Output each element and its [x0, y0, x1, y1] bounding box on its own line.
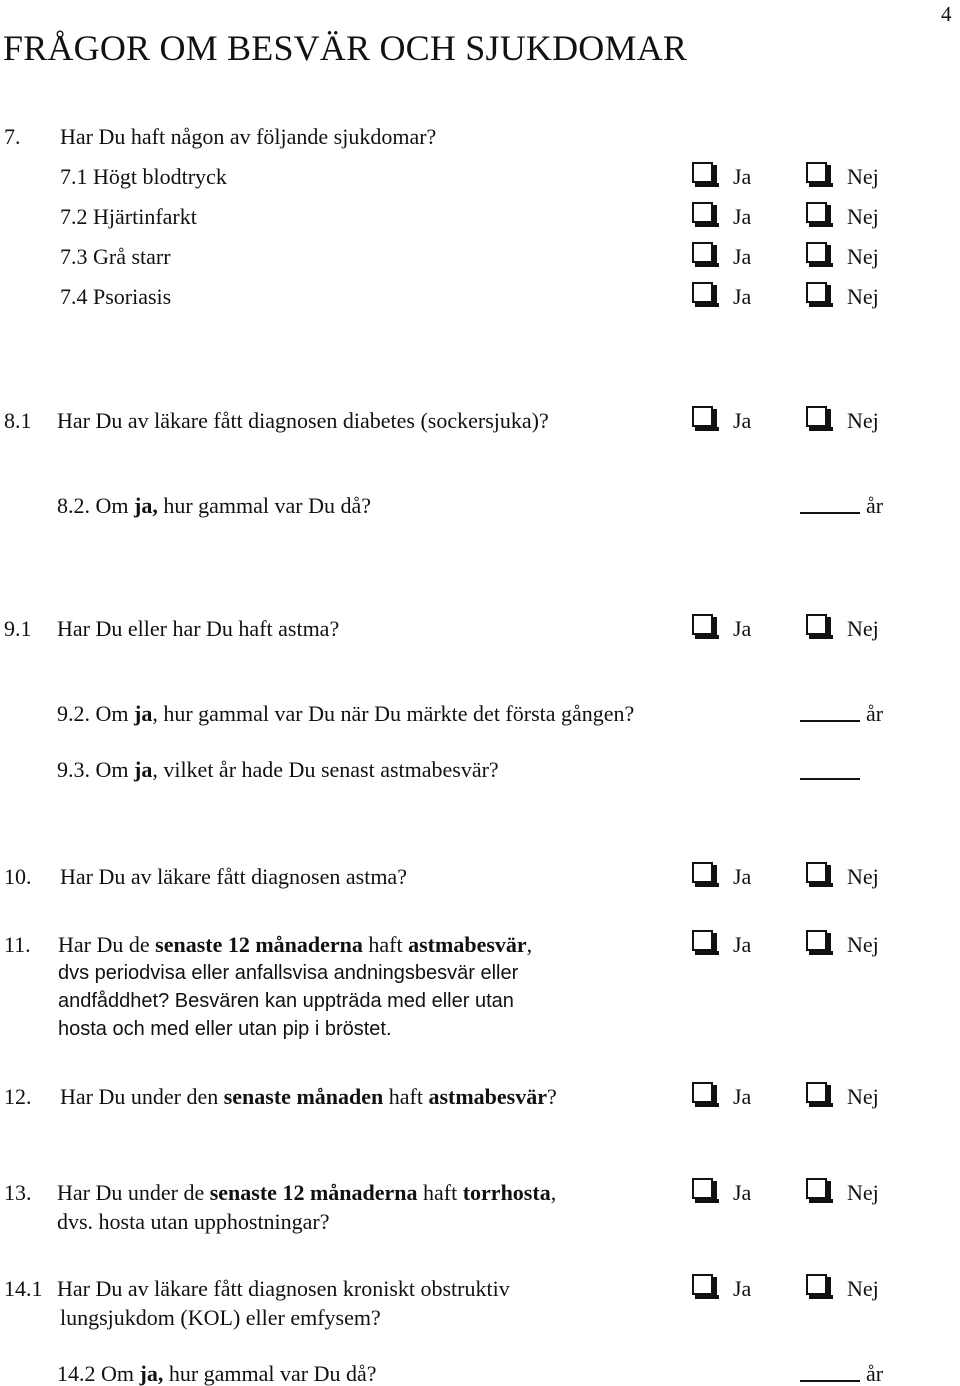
q13-yes-checkbox[interactable] — [692, 1178, 713, 1199]
q7-2-yes-label: Ja — [733, 204, 752, 229]
q8-1-yes-label: Ja — [733, 408, 752, 433]
q9-2-age-blank[interactable] — [800, 720, 860, 722]
q13-text-line2: dvs. hosta utan upphostningar? — [57, 1209, 330, 1234]
q11-yes-checkbox[interactable] — [692, 930, 713, 951]
q8-1-no-label: Nej — [847, 408, 879, 433]
q14-1-text-line2: lungsjukdom (KOL) eller emfysem? — [60, 1305, 381, 1330]
q7-2-yes-checkbox[interactable] — [692, 202, 713, 223]
q8-2-text: 8.2. Om ja, hur gammal var Du då? — [57, 493, 372, 518]
q11-text-line2: dvs periodvisa eller anfallsvisa andningsbesvär eller — [58, 962, 519, 984]
q9-1-no-checkbox[interactable] — [806, 614, 827, 635]
q12-yes-checkbox[interactable] — [692, 1082, 713, 1103]
q9-1-text: Har Du eller har Du haft astma? — [57, 616, 340, 641]
q10-no-checkbox[interactable] — [806, 862, 827, 883]
q11-text: Har Du de senaste 12 månaderna haft astmabesvär, — [58, 932, 533, 957]
q9-1-yes-checkbox[interactable] — [692, 614, 713, 635]
q8-2-age-blank[interactable] — [800, 512, 860, 514]
q7-4-no-label: Nej — [847, 284, 879, 309]
q7-1-yes-checkbox[interactable] — [692, 162, 713, 183]
q13-no-checkbox[interactable] — [806, 1178, 827, 1199]
q9-3-year-blank[interactable] — [800, 778, 860, 780]
q14-1-no-label: Nej — [847, 1276, 879, 1301]
q7-1-no-checkbox[interactable] — [806, 162, 827, 183]
page-title: FRÅGOR OM BESVÄR OCH SJUKDOMAR — [3, 28, 688, 68]
q13-yes-label: Ja — [733, 1180, 752, 1205]
q11-number: 11. — [4, 932, 31, 957]
q7-4-yes-checkbox[interactable] — [692, 282, 713, 303]
q13-number: 13. — [4, 1180, 32, 1205]
q7-number: 7. — [4, 124, 21, 149]
q12-text: Har Du under den senaste månaden haft astmabesvär? — [60, 1084, 557, 1109]
q12-yes-label: Ja — [733, 1084, 752, 1109]
q9-2-text: 9.2. Om ja, hur gammal var Du när Du märkte det första gången? — [57, 701, 635, 726]
q10-yes-label: Ja — [733, 864, 752, 889]
q10-number: 10. — [4, 864, 32, 889]
q11-no-checkbox[interactable] — [806, 930, 827, 951]
q13-no-label: Nej — [847, 1180, 879, 1205]
q14-2-text: 14.2 Om ja, hur gammal var Du då? — [57, 1361, 377, 1386]
q13-text: Har Du under de senaste 12 månaderna haft torrhosta, — [57, 1180, 557, 1205]
q7-1-no-label: Nej — [847, 164, 879, 189]
q7-2-no-checkbox[interactable] — [806, 202, 827, 223]
q10-no-label: Nej — [847, 864, 879, 889]
q7-3-no-checkbox[interactable] — [806, 242, 827, 263]
q9-1-number: 9.1 — [4, 616, 32, 641]
q10-text: Har Du av läkare fått diagnosen astma? — [60, 864, 407, 889]
q7-3-yes-checkbox[interactable] — [692, 242, 713, 263]
q7-1-label: 7.1 Högt blodtryck — [60, 164, 227, 189]
q14-1-no-checkbox[interactable] — [806, 1274, 827, 1295]
q8-2-year-unit: år — [866, 493, 884, 518]
q8-1-text: Har Du av läkare fått diagnosen diabetes (sockersjuka)? — [57, 408, 549, 433]
q7-3-no-label: Nej — [847, 244, 879, 269]
q14-1-yes-label: Ja — [733, 1276, 752, 1301]
q8-1-number: 8.1 — [4, 408, 32, 433]
q10-yes-checkbox[interactable] — [692, 862, 713, 883]
q12-number: 12. — [4, 1084, 32, 1109]
q7-4-label: 7.4 Psoriasis — [60, 284, 172, 309]
q14-1-yes-checkbox[interactable] — [692, 1274, 713, 1295]
q7-3-label: 7.3 Grå starr — [60, 244, 171, 269]
q7-text: Har Du haft någon av följande sjukdomar? — [60, 124, 437, 149]
q11-text-line4: hosta och med eller utan pip i bröstet. — [58, 1018, 392, 1040]
q14-1-text: Har Du av läkare fått diagnosen kroniskt obstruktiv — [57, 1276, 510, 1301]
q7-4-no-checkbox[interactable] — [806, 282, 827, 303]
q12-no-checkbox[interactable] — [806, 1082, 827, 1103]
q9-3-text: 9.3. Om ja, vilket år hade Du senast astmabesvär? — [57, 757, 499, 782]
q9-1-no-label: Nej — [847, 616, 879, 641]
q9-2-year-unit: år — [866, 701, 884, 726]
q11-text-line3: andfåddhet? Besvären kan uppträda med eller utan — [58, 990, 514, 1012]
q8-1-yes-checkbox[interactable] — [692, 406, 713, 427]
q11-yes-label: Ja — [733, 932, 752, 957]
page-number: 4 — [941, 2, 952, 26]
q14-2-year-unit: år — [866, 1361, 884, 1386]
q7-3-yes-label: Ja — [733, 244, 752, 269]
q7-4-yes-label: Ja — [733, 284, 752, 309]
q7-1-yes-label: Ja — [733, 164, 752, 189]
q8-1-no-checkbox[interactable] — [806, 406, 827, 427]
q9-1-yes-label: Ja — [733, 616, 752, 641]
q7-2-no-label: Nej — [847, 204, 879, 229]
q12-no-label: Nej — [847, 1084, 879, 1109]
q14-1-number: 14.1 — [4, 1276, 43, 1301]
q14-2-age-blank[interactable] — [800, 1380, 860, 1382]
q11-no-label: Nej — [847, 932, 879, 957]
q7-2-label: 7.2 Hjärtinfarkt — [60, 204, 197, 229]
